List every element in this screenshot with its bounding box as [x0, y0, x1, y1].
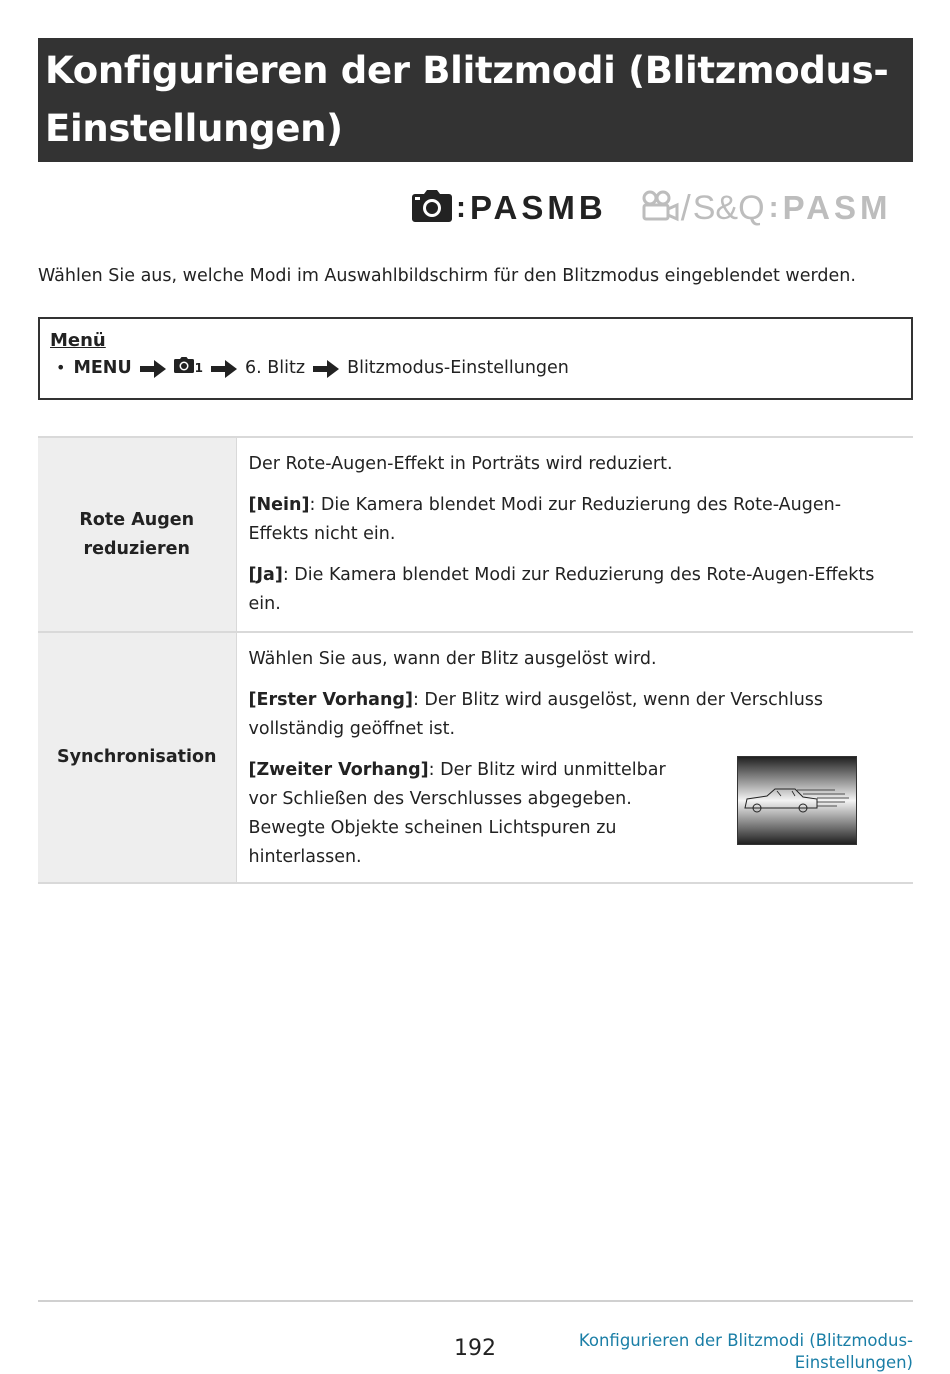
- camera-icon: [412, 190, 452, 226]
- arrow-right-icon: [211, 359, 237, 377]
- footer-link-line: Konfigurieren der Blitzmodi (Blitzmodus-: [578, 1331, 913, 1350]
- menu-path: [56, 354, 901, 382]
- option-name: [Ja]: [248, 565, 283, 585]
- row-description: [236, 632, 913, 883]
- camera-icon: [174, 354, 194, 382]
- still-mode-letters: PASMB: [470, 189, 607, 226]
- tab-number: 1: [194, 361, 204, 375]
- page-title: Konfigurieren der Blitzmodi (Blitzmodus-Einstellungen): [45, 49, 889, 150]
- row-label: Synchronisation: [38, 632, 236, 883]
- arrow-right-icon: [313, 359, 339, 377]
- page-number: 192: [454, 1336, 496, 1361]
- settings-table: [38, 436, 913, 884]
- row-description: [236, 437, 913, 632]
- movie-modes: [641, 187, 892, 229]
- intro-text: Wählen Sie aus, welche Modi im Auswahlbildschirm für den Blitzmodus eingeblendet werden.: [38, 266, 856, 286]
- option-text: [249, 561, 902, 619]
- sq-mode-label: S&Q: [692, 188, 765, 227]
- mode-colon: :: [768, 191, 779, 224]
- menu-box: [38, 317, 913, 400]
- mode-slash: /: [680, 187, 691, 228]
- option-description: : Der Blitz wird unmittelbar vor Schließen des Verschlusses abgegeben. Bewegte Objekte scheinen Lichtspuren zu hinterlassen.: [248, 760, 666, 867]
- still-modes: [412, 189, 607, 227]
- option-text: [249, 686, 902, 744]
- option-description: : Die Kamera blendet Modi zur Reduzierung des Rote-Augen-Effekts nicht ein.: [248, 495, 842, 544]
- footer-section-link[interactable]: [573, 1330, 913, 1374]
- row-intro: Wählen Sie aus, wann der Blitz ausgelöst wird.: [248, 649, 657, 669]
- menu-key: MENU: [73, 358, 132, 378]
- option-text: [249, 756, 689, 872]
- movie-camera-icon: [641, 190, 679, 226]
- option-name: [Nein]: [248, 495, 310, 515]
- title-bar: [38, 38, 913, 162]
- menu-section: 6. Blitz: [245, 358, 306, 378]
- footer-divider: [38, 1300, 913, 1302]
- option-text: [249, 491, 902, 549]
- option-description: : Der Blitz wird ausgelöst, wenn der Verschluss vollständig geöffnet ist.: [248, 690, 824, 739]
- option-name: [Erster Vorhang]: [248, 690, 413, 710]
- footer-link-line: Einstellungen): [794, 1353, 913, 1372]
- shooting-modes: [412, 186, 914, 230]
- row-intro: Der Rote-Augen-Effekt in Porträts wird reduziert.: [248, 454, 673, 474]
- option-description: : Die Kamera blendet Modi zur Reduzierung des Rote-Augen-Effekts ein.: [248, 565, 875, 614]
- shooting-menu-tab: [174, 354, 203, 382]
- moving-car-illustration: [737, 756, 857, 855]
- bullet: •: [56, 358, 66, 377]
- menu-heading: Menü: [50, 330, 106, 351]
- mode-colon: :: [456, 191, 466, 224]
- row-label: Rote Augen reduzieren: [38, 437, 236, 632]
- movie-mode-letters: PASM: [782, 189, 892, 226]
- arrow-right-icon: [140, 359, 166, 377]
- option-with-illustration: [249, 756, 902, 872]
- table-row: [38, 632, 913, 883]
- table-row: [38, 437, 913, 632]
- option-name: [Zweiter Vorhang]: [248, 760, 429, 780]
- menu-item: Blitzmodus-Einstellungen: [347, 358, 569, 378]
